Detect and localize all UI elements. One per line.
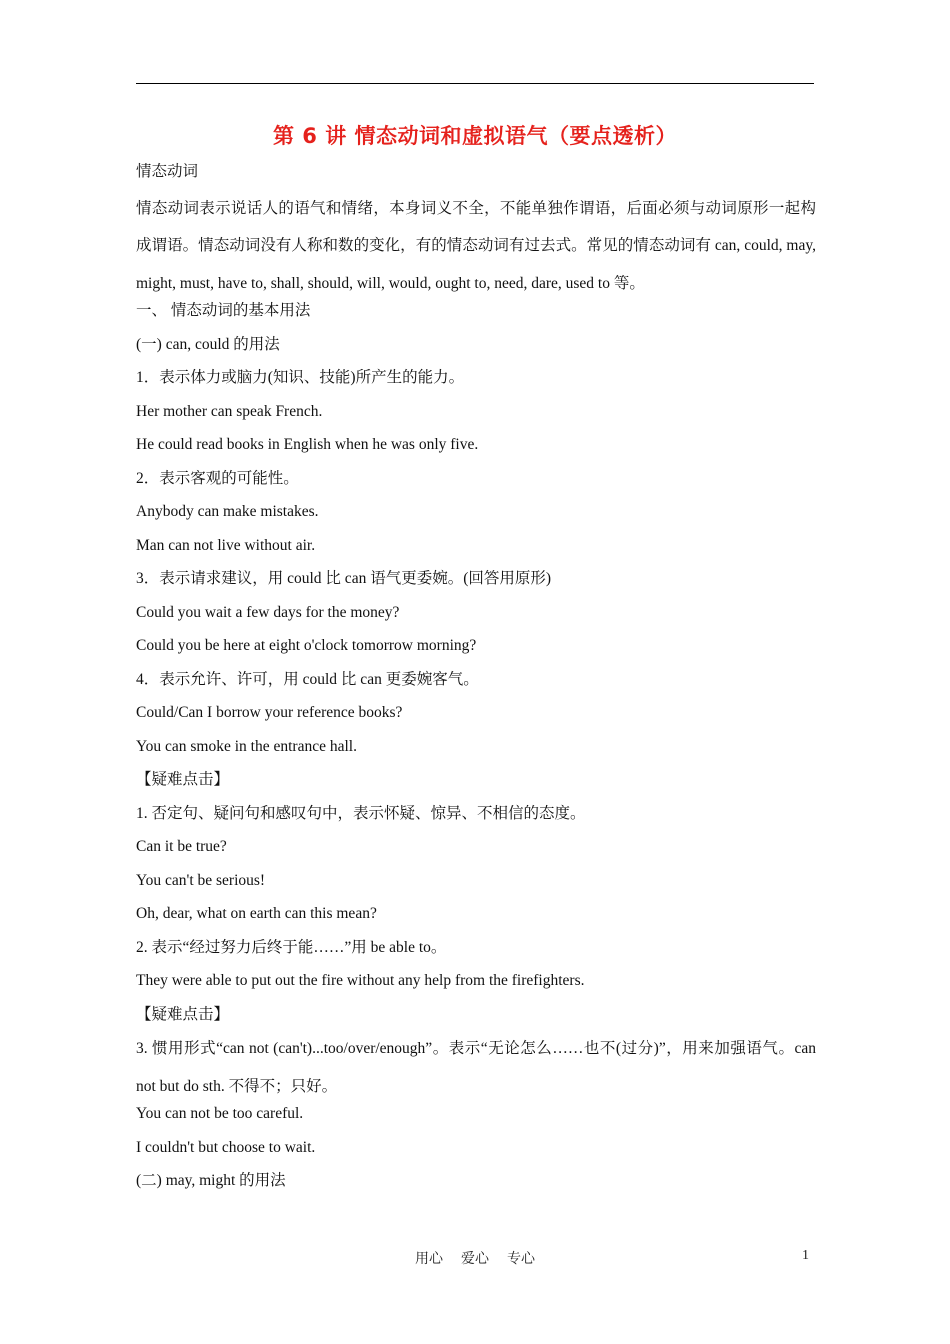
example-sentence: You can smoke in the entrance hall. — [136, 737, 357, 755]
section-heading: 情态动词 — [136, 163, 199, 180]
difficulty-note-heading: 【疑难点击】 — [136, 771, 230, 788]
example-sentence: Her mother can speak French. — [136, 402, 323, 420]
example-sentence: Can it be true? — [136, 838, 227, 855]
header-rule — [136, 83, 814, 84]
example-sentence: Anybody can make mistakes. — [136, 503, 319, 520]
example-sentence: Could you wait a few days for the money? — [136, 603, 400, 621]
example-sentence: You can not be too careful. — [136, 1105, 304, 1122]
example-sentence: Man can not live without air. — [136, 536, 316, 554]
example-sentence: He could read books in English when he was only five. — [136, 436, 479, 453]
example-sentence: They were able to put out the fire without any help from the firefighters. — [136, 972, 585, 989]
footer-word: 爱心 — [461, 1252, 489, 1267]
rule-item: 4．表示允许、许可，用 could 比 can 更委婉客气。 — [136, 670, 479, 688]
footer-word: 专心 — [507, 1252, 535, 1267]
rule-paragraph: 3. 惯用形式“can not (can't)...too/over/enough”。表示“无论怎么……也不(过分)”，用来加强语气。can not but do sth. 不得不；只好。 — [136, 1040, 816, 1095]
footer-word: 用心 — [415, 1252, 443, 1267]
rule-item: 1．表示体力或脑力(知识、技能)所产生的能力。 — [136, 369, 465, 386]
difficulty-note-heading: 【疑难点击】 — [136, 1005, 230, 1023]
example-sentence: Could you be here at eight o'clock tomorrow morning? — [136, 637, 477, 654]
subsection-heading: (二) may, might 的用法 — [136, 1172, 286, 1189]
example-sentence: I couldn't but choose to wait. — [136, 1138, 316, 1156]
page-title: 第 6 讲 情态动词和虚拟语气（要点透析） — [272, 124, 678, 148]
rule-item: 2．表示客观的可能性。 — [136, 469, 299, 487]
intro-paragraph: 情态动词表示说话人的语气和情绪，本身词义不全，不能单独作谓语，后面必须与动词原形一起构成谓语。情态动词没有人称和数的变化，有的情态动词有过去式。常见的情态动词有 can, could, may, might, must, have to, shall, should, will, would, ought to, need, dare, used to 等。 — [136, 199, 816, 292]
page-number: 1 — [802, 1248, 809, 1263]
rule-item: 1. 否定句、疑问句和感叹句中，表示怀疑、惊异、不相信的态度。 — [136, 804, 586, 822]
example-sentence: You can't be serious! — [136, 871, 266, 889]
rule-item: 3．表示请求建议，用 could 比 can 语气更委婉。(回答用原形) — [136, 570, 552, 587]
example-sentence: Oh, dear, what on earth can this mean? — [136, 905, 377, 922]
document-body — [136, 160, 816, 1203]
example-sentence: Could/Can I borrow your reference books? — [136, 704, 403, 721]
rule-item: 2. 表示“经过努力后终于能……”用 be able to。 — [136, 938, 447, 956]
section-heading: 一、 情态动词的基本用法 — [136, 302, 311, 319]
subsection-heading: (一) can, could 的用法 — [136, 335, 280, 353]
